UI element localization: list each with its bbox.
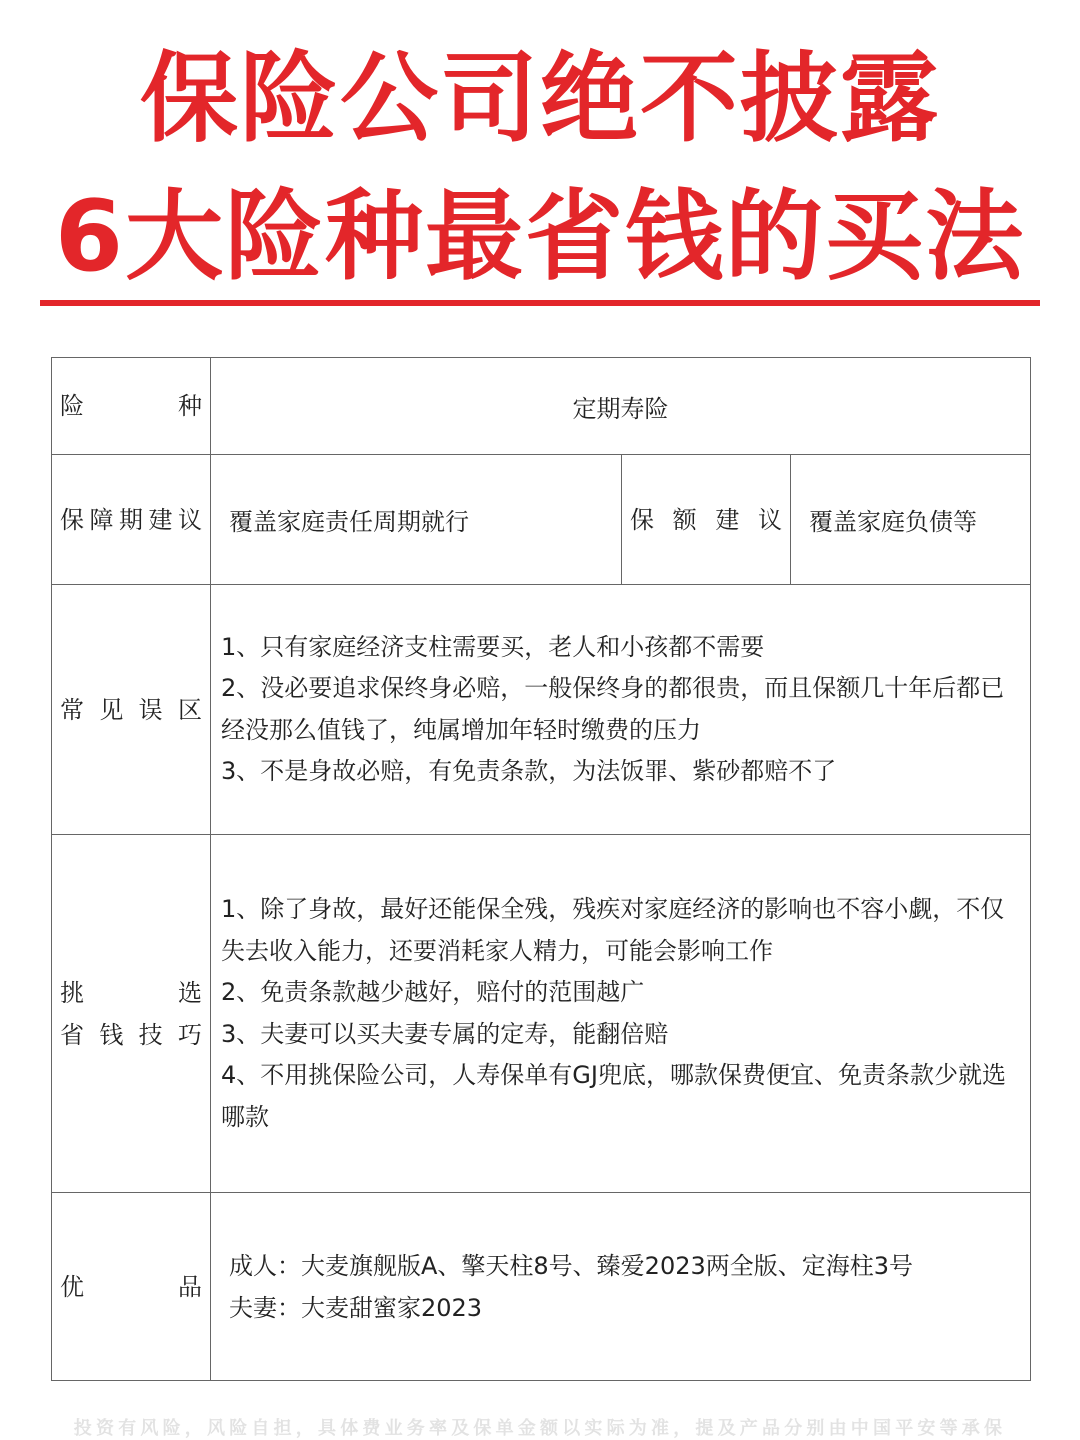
table-row (52, 455, 1031, 585)
misconceptions-list (211, 585, 1031, 835)
row-label-sum-insured: 保额建议 (622, 455, 791, 585)
row-label-type: 险种 (52, 358, 211, 455)
row-label-recommended: 优品 (52, 1193, 211, 1381)
insurance-type-value: 定期寿险 (211, 358, 1031, 455)
title-block (0, 30, 1080, 306)
title-divider (40, 300, 1040, 306)
list-item: 3、夫妻可以买夫妻专属的定寿，能翻倍赔 (221, 1019, 669, 1048)
list-item: 1、只有家庭经济支柱需要买，老人和小孩都不需要 (221, 632, 765, 661)
row-label-tips (52, 835, 211, 1193)
list-item: 4、不用挑保险公司，人寿保单有GJ兜底，哪款保费便宜、免责条款少就选哪款 (221, 1061, 1006, 1131)
coverage-period-value: 覆盖家庭责任周期就行 (211, 455, 622, 585)
row-label-tips-line-2: 省钱技巧 (60, 1020, 202, 1049)
title-line-1: 保险公司绝不披露 (139, 42, 940, 156)
recommended-products-list (211, 1193, 1031, 1381)
sum-insured-value: 覆盖家庭负债等 (791, 455, 1031, 585)
tips-list (211, 835, 1031, 1193)
row-label-tips-line-1: 挑选 (60, 978, 202, 1007)
row-label-coverage-period: 保障期建议 (52, 455, 211, 585)
list-item: 2、免责条款越少越好，赔付的范围越广 (221, 978, 645, 1006)
table-row (52, 1193, 1031, 1381)
list-item: 2、没必要追求保终身必赔，一般保终身的都很贵，而且保额几十年后都已经没那么值钱了，纯属增加年轻时缴费的压力 (221, 674, 1005, 744)
table-row (52, 835, 1031, 1193)
title-line-2: 6大险种最省钱的买法 (54, 180, 1026, 294)
list-item: 夫妻：大麦甜蜜家2023 (229, 1293, 483, 1322)
insurance-table (51, 357, 1031, 1381)
row-label-misconceptions: 常见误区 (52, 585, 211, 835)
disclaimer-footer: 投资有风险，风险自担，具体费业务率及保单金额以实际为准，提及产品分别由中国平安等承保 (73, 1418, 1007, 1439)
list-item: 1、除了身故，最好还能保全残，残疾对家庭经济的影响也不容小觑，不仅失去收入能力，还要消耗家人精力，可能会影响工作 (221, 895, 1005, 965)
table-row (52, 358, 1031, 455)
list-item: 成人：大麦旗舰版A、擎天柱8号、臻爱2023两全版、定海柱3号 (229, 1251, 914, 1280)
table-row (52, 585, 1031, 835)
list-item: 3、不是身故必赔，有免责条款，为法饭罪、紫砂都赔不了 (221, 757, 837, 785)
